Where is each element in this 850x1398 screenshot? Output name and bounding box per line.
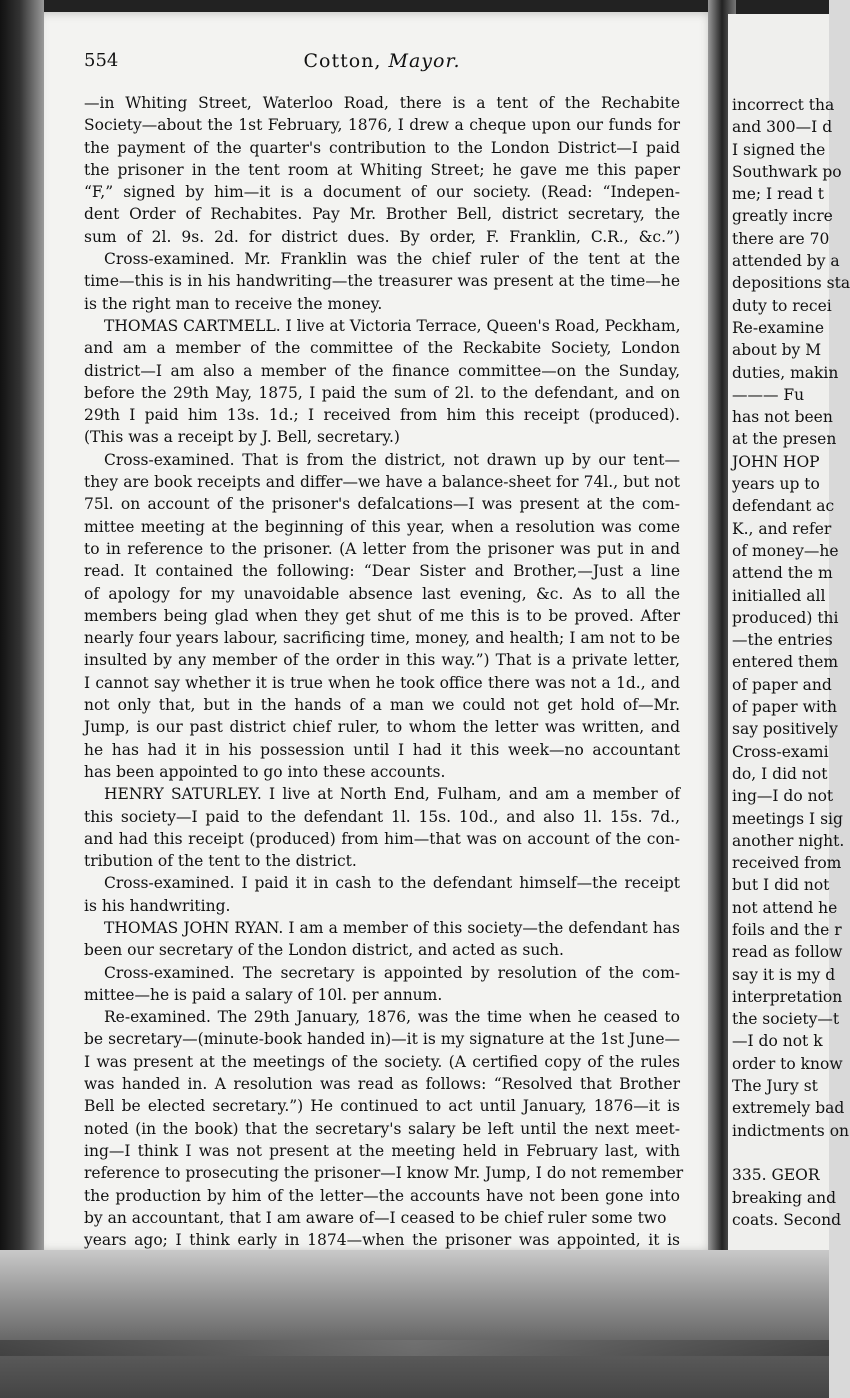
text-line: Cross-examined. That is from the district, not drawn up by our tent— (104, 450, 680, 469)
right-page-line: ing—I do not (732, 787, 834, 806)
text-line: “F,” signed by him—it is a document of our society. (Read: “Indepen- (84, 183, 680, 202)
text-line: sum of 2l. 9s. 2d. for district dues. By order, F. Franklin, C.R., &c.”) (84, 227, 680, 246)
text-line: and had this receipt (produced) from him—that was on account of the con- (84, 829, 680, 848)
text-line: is the right man to receive the money. (84, 294, 383, 313)
text-line: noted (in the book) that the secretary's salary be left until the next meet- (84, 1119, 680, 1138)
text-line: the prisoner in the tent room at Whiting Street; he gave me this paper (84, 160, 680, 179)
text-line: Bell be elected secretary.”) He continued to act until January, 1876—it is (84, 1097, 680, 1116)
text-line: members being glad when they get shut of me this is to be proved. After (84, 606, 680, 625)
text-line: reference to prosecuting the prisoner—I know Mr. Jump, I do not remember (84, 1164, 684, 1183)
text-line: HENRY SATURLEY. I live at North End, Fulham, and am a member of (104, 785, 680, 804)
text-line: insulted by any member of the order in this way.”) That is a private letter, (84, 651, 680, 670)
right-page-line: JOHN HOP (732, 452, 820, 471)
text-line: Re-examined. The 29th January, 1876, was the time when he ceased to (104, 1008, 680, 1027)
right-page-line: received from (732, 854, 842, 873)
right-page-line: defendant ac (732, 497, 835, 516)
running-head-title: Mayor. (381, 50, 461, 72)
text-line: district—I am also a member of the finance committee—on the Sunday, (84, 361, 680, 380)
right-page-line: The Jury st (732, 1077, 818, 1096)
text-line: ing—I think I was not present at the meeting held in February last, with (84, 1141, 680, 1160)
right-page-line: —the entries (732, 631, 833, 650)
text-line: is his handwriting. (84, 896, 231, 915)
text-line: nearly four years labour, sacrificing time, money, and health; I am not to be (84, 629, 680, 648)
text-line: he has had it in his possession until I had it this week—no accountant (84, 740, 680, 759)
text-line: read. It contained the following: “Dear Sister and Brother,—Just a line (84, 562, 680, 581)
text-line: this society—I paid to the defendant 1l. 15s. 10d., and also 1l. 15s. 7d., (84, 807, 680, 826)
right-page-line: the society—t (732, 1010, 840, 1029)
right-page-line: of paper and (732, 675, 832, 694)
right-page-line: greatly incre (732, 207, 833, 226)
right-page-line: read as follow (732, 943, 843, 962)
right-page-line: years up to (732, 475, 820, 494)
right-page-line: order to know (732, 1054, 843, 1073)
right-page-line: attend the m (732, 564, 833, 583)
page-header (84, 50, 680, 80)
right-page-line: coats. Second (732, 1210, 841, 1229)
right-page-line: extremely bad (732, 1099, 845, 1118)
right-page-line: depositions sta (732, 274, 850, 293)
right-page-line: interpretation (732, 987, 843, 1006)
right-page-line: initialled all (732, 586, 826, 605)
text-line: by an accountant, that I am aware of—I ceased to be chief ruler some two (84, 1208, 667, 1227)
right-page-line: meetings I sig (732, 809, 843, 828)
right-page-line: say positively (732, 720, 838, 739)
right-page-line: K., and refer (732, 519, 832, 538)
text-line: mittee meeting at the beginning of this year, when a resolution was come (84, 517, 680, 536)
text-line: THOMAS JOHN RYAN. I am a member of this society—the defendant has (104, 918, 680, 937)
right-page-line: not attend he (732, 898, 838, 917)
right-page-text (728, 94, 850, 1231)
right-page-line: about by M (732, 341, 822, 360)
right-page-line: duties, makin (732, 363, 839, 382)
right-page-line: duty to recei (732, 296, 832, 315)
text-line: Jump, is our past district chief ruler, to whom the letter was written, and (84, 718, 680, 737)
text-line: (This was a receipt by J. Bell, secretary.) (84, 428, 400, 447)
right-page-line: say it is my d (732, 965, 836, 984)
text-line: Cross-examined. The secretary is appointed by resolution of the com- (104, 963, 680, 982)
right-page-line: indictments on (732, 1121, 850, 1140)
text-line: the production by him of the letter—the accounts have not been gone into (84, 1186, 680, 1205)
right-page-line: —I do not k (732, 1032, 823, 1051)
text-line: Cross-examined. Mr. Franklin was the chief ruler of the tent at the (104, 250, 680, 269)
text-line: Society—about the 1st February, 1876, I drew a cheque upon our funds for (84, 116, 680, 135)
right-page-line: do, I did not (732, 764, 828, 783)
text-line: time—this is in his handwriting—the treasurer was present at the time—he (84, 272, 680, 291)
right-page-line: 335. GEOR (732, 1166, 820, 1185)
text-line: years ago; I think early in 1874—when the prisoner was appointed, it is (84, 1231, 680, 1250)
table-edge (0, 1340, 829, 1356)
right-page-line: another night. (732, 831, 845, 850)
text-line: I was present at the meetings of the society. (A certified copy of the rules (84, 1052, 680, 1071)
text-line: and am a member of the committee of the Reckabite Society, London (84, 339, 680, 358)
body-text (84, 92, 684, 1251)
text-line: Cross-examined. I paid it in cash to the defendant himself—the receipt (104, 874, 680, 893)
text-line: was handed in. A resolution was read as follows: “Resolved that Brother (84, 1075, 680, 1094)
text-line: mittee—he is paid a salary of 10l. per annum. (84, 985, 443, 1004)
right-page-line: there are 70 (732, 229, 830, 248)
right-page-line: foils and the r (732, 920, 842, 939)
text-line: 29th I paid him 13s. 1d.; I received from him this receipt (produced). (84, 406, 680, 425)
right-page-line: Cross-exami (732, 742, 829, 761)
text-line: been our secretary of the London district, and acted as such. (84, 941, 564, 960)
text-line: before the 29th May, 1875, I paid the sum of 2l. to the defendant, and on (84, 383, 680, 402)
right-page-line (728, 1142, 850, 1164)
right-page-line: produced) thi (732, 608, 839, 627)
right-page-line: Re-examine (732, 318, 825, 337)
right-page-line: Southwark po (732, 162, 842, 181)
text-line: tribution of the tent to the district. (84, 852, 357, 871)
right-page-line: ——— Fu (732, 385, 805, 404)
page-number: 554 (84, 50, 119, 71)
right-page-line: me; I read t (732, 185, 824, 204)
text-line: THOMAS CARTMELL. I live at Victoria Terrace, Queen's Road, Peckham, (104, 316, 681, 335)
text-line: 75l. on account of the prisoner's defalcations—I was present at the com- (84, 495, 680, 514)
right-page-line: and 300—I d (732, 118, 833, 137)
text-line: to in reference to the prisoner. (A letter from the prisoner was put in and (84, 539, 680, 558)
text-line: of apology for my unavoidable absence last evening, &c. As to all the (84, 584, 680, 603)
left-page-edge (0, 0, 44, 1398)
right-page (728, 14, 850, 1264)
right-page-line: incorrect tha (732, 96, 835, 114)
text-line: dent Order of Rechabites. Pay Mr. Brother Bell, district secretary, the (84, 205, 680, 224)
right-page-line: at the presen (732, 430, 837, 449)
text-line: has been appointed to go into these accounts. (84, 762, 446, 781)
running-head (84, 50, 680, 72)
right-page-line: of money—he (732, 541, 839, 560)
right-page-line: but I did not (732, 876, 830, 895)
right-page-line: breaking and (732, 1188, 837, 1207)
text-line: not only that, but in the hands of a man we could not get hold of—Mr. (84, 696, 680, 715)
right-page-line: entered them (732, 653, 839, 672)
right-page-line: attended by a (732, 252, 840, 271)
right-page-line: I signed the (732, 140, 826, 159)
right-page-line: of paper with (732, 698, 838, 717)
running-head-name: Cotton, (303, 50, 382, 72)
text-line: they are book receipts and differ—we have a balance-sheet for 74l., but not (84, 473, 680, 492)
text-line: I cannot say whether it is true when he took office there was not a 1d., and (84, 673, 680, 692)
text-line: —in Whiting Street, Waterloo Road, there is a tent of the Rechabite (84, 94, 680, 112)
right-page-line: has not been (732, 408, 833, 427)
text-line: be secretary—(minute-book handed in)—it is my signature at the 1st June— (84, 1030, 680, 1049)
table-surface (0, 1250, 829, 1398)
text-line: the payment of the quarter's contribution to the London District—I paid (84, 138, 680, 157)
